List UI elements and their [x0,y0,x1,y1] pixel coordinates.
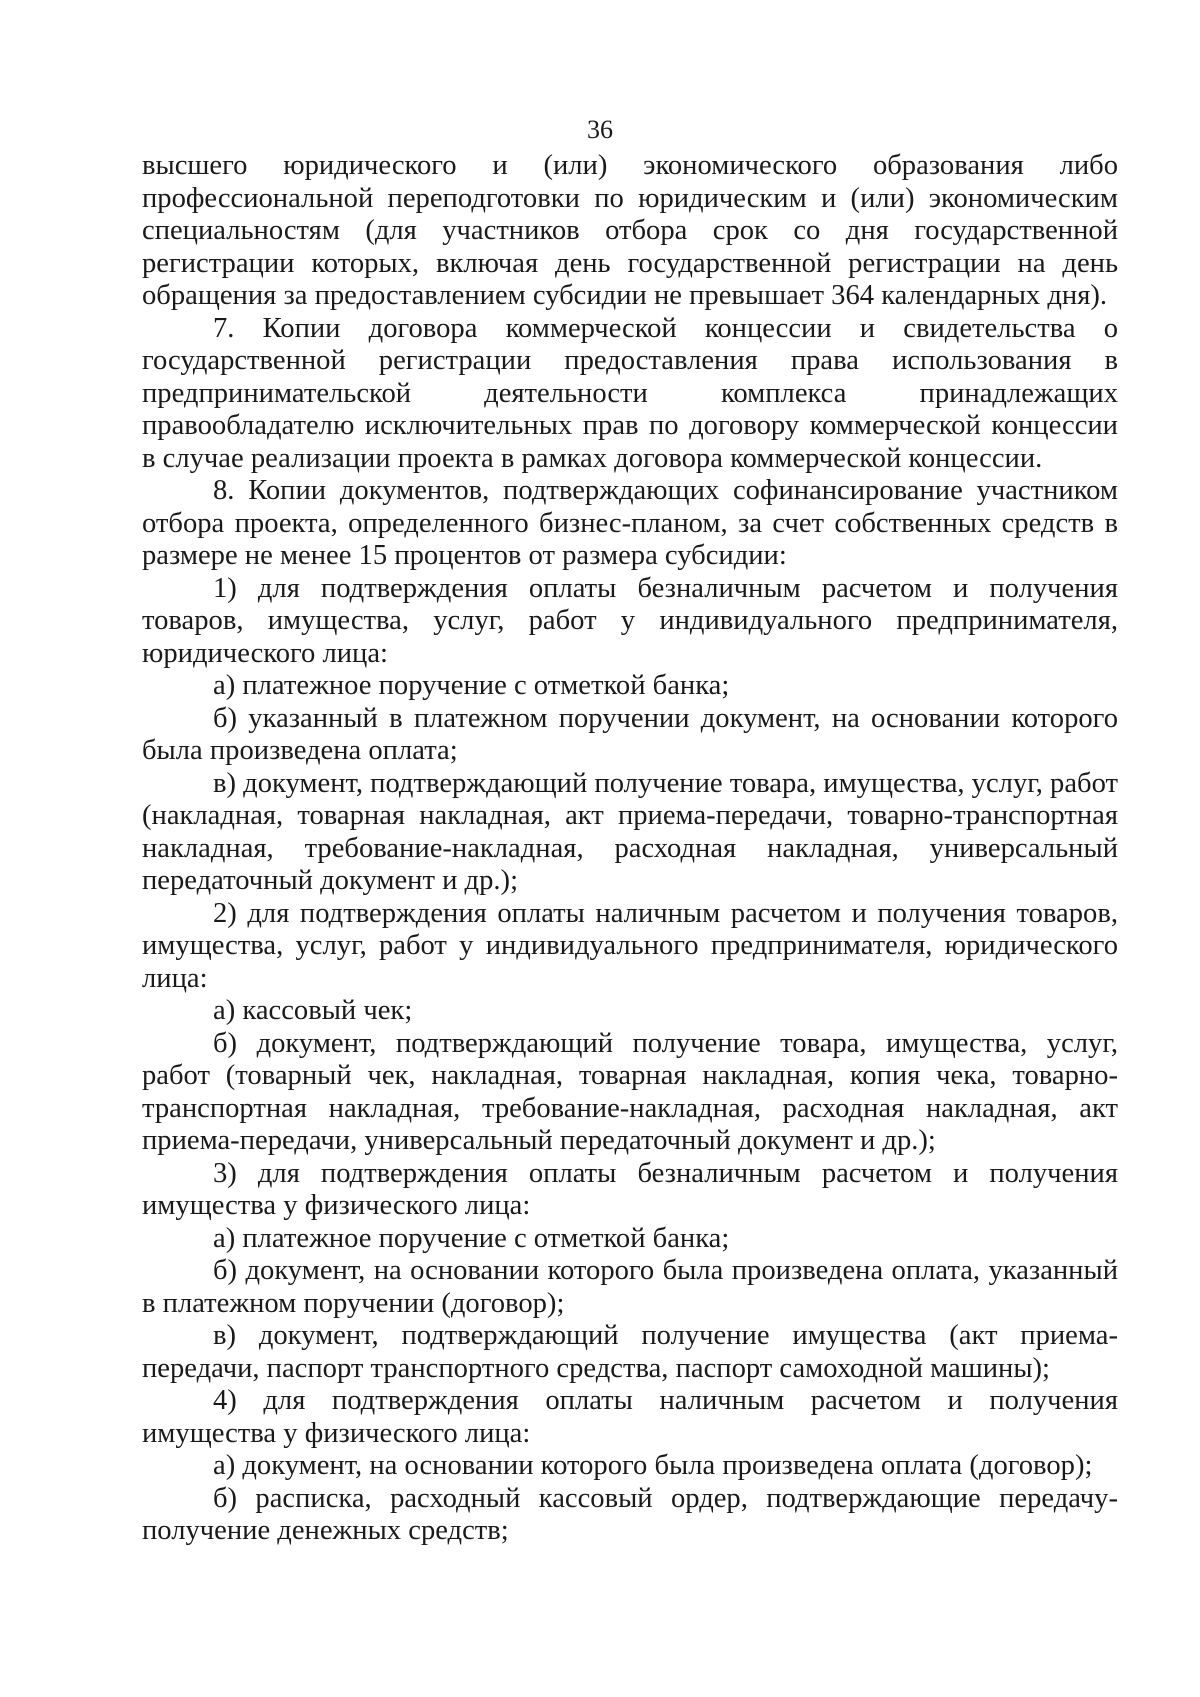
paragraph-subitem-3: 3) для подтверждения оплаты безналичным расчетом и получения имущества у физического лица: [142,1157,1118,1221]
paragraph-subitem-1: 1) для подтверждения оплаты безналичным расчетом и получения товаров, имущества, услуг, работ у индивидуального предпринимателя, юридического лица: [142,572,1118,669]
paragraph-subitem-3v: в) документ, подтверждающий получение имущества (акт приема-передачи, паспорт транспортного средства, паспорт самоходной машины); [142,1320,1118,1384]
paragraph-subitem-1b: б) указанный в платежном поручении документ, на основании которого была произведена оплата; [142,702,1118,766]
paragraph-subitem-1a: а) платежное поручение с отметкой банка; [213,670,730,701]
paragraph-item-8: 8. Копии документов, подтверждающих софинансирование участником отбора проекта, определенного бизнес-планом, за счет собственных средств в размере не менее 15 процентов от размера субсидии: [142,475,1118,571]
paragraph-continuation: высшего юридического и (или) экономического образования либо профессиональной переподготовки по юридическим и (или) экономическим специальностям (для участников отбора срок со дня государственной регистрации которых, включая день государственной регистрации на день обращения за предоставлением субсидии не превышает 364 календарных дня). [142,150,1118,311]
paragraph-subitem-3b: б) документ, на основании которого была произведена оплата, указанный в платежном поручении (договор); [142,1255,1118,1319]
page-number: 36 [587,115,613,144]
paragraph-subitem-4: 4) для подтверждения оплаты наличным расчетом и получения имущества у физического лица: [142,1385,1118,1449]
paragraph-subitem-2b: б) документ, подтверждающий получение товара, имущества, услуг, работ (товарный чек, накладная, товарная накладная, копия чека, товарно-транспортная накладная, требование-накладная, расходная накладная, акт приема-передачи, универсальный передаточный документ и др.); [142,1027,1118,1156]
paragraph-subitem-2a: а) кассовый чек; [213,995,413,1026]
paragraph-subitem-3a: а) платежное поручение с отметкой банка; [213,1222,730,1254]
paragraph-subitem-4a: а) документ, на основании которого была произведена оплата (договор); [213,1450,1093,1481]
paragraph-item-7: 7. Копии договора коммерческой концессии и свидетельства о государственной регистрации предоставления права использования в предпринимательской деятельности комплекса принадлежащих правообладателю исключительных прав по договору коммерческой концессии в случае реализации проекта в рамках договора коммерческой концессии. [142,312,1118,474]
paragraph-subitem-4b: б) расписка, расходный кассовый ордер, подтверждающие передачу-получение денежных средств; [142,1482,1118,1546]
paragraph-subitem-2: 2) для подтверждения оплаты наличным расчетом и получения товаров, имущества, услуг, работ у индивидуального предпринимателя, юридического лица: [142,897,1118,994]
paragraph-subitem-1v: в) документ, подтверждающий получение товара, имущества, услуг, работ (накладная, товарная накладная, акт приема-передачи, товарно-транспортная накладная, требование-накладная, расходная накладная, универсальный передаточный документ и др.); [142,767,1118,896]
document-body [142,150,1118,1548]
